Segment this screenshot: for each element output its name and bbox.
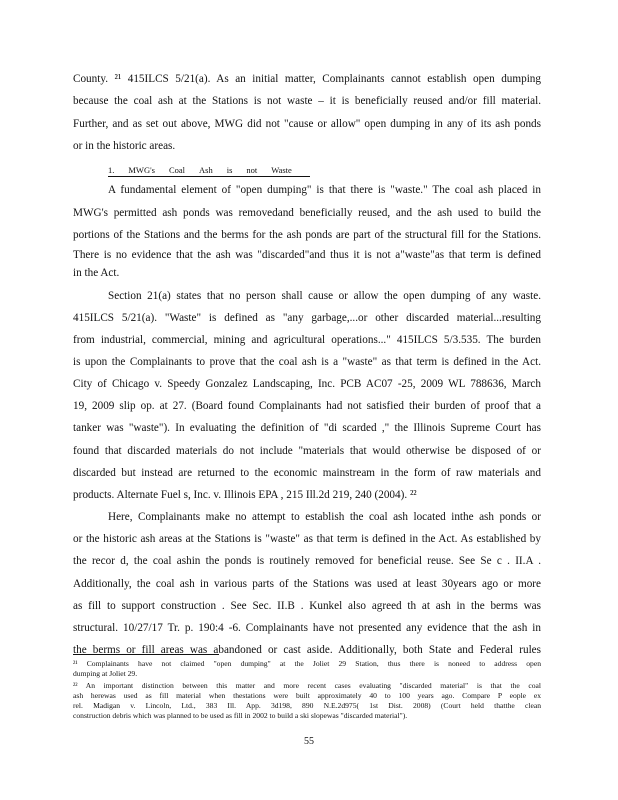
body-line: MWG's permitted ash ponds was removedand beneficially reused, and the ash used to build the: [73, 207, 541, 219]
body-line: or in the historic areas.: [73, 140, 176, 152]
body-line: City of Chicago v. Speedy Gonzalez Landscaping, Inc. PCB AC07 -25, 2009 WL 788636, March: [73, 378, 541, 390]
body-line: structural. 10/27/17 Tr. p. 190:4 -6. Complainants have not presented any evidence that the ash in: [73, 622, 541, 634]
footnote-line: dumping at Joliet 29.: [73, 669, 138, 678]
section-heading: 1. MWG's Coal Ash is not Waste: [108, 164, 310, 177]
body-line: County. ²¹ 415ILCS 5/21(a). As an initial matter, Complainants cannot establish open dumping: [73, 73, 541, 85]
body-line: or the historic ash areas at the Stations is "waste" as that term is defined in the Act. As established by: [73, 533, 541, 545]
body-line: Here, Complainants make no attempt to establish the coal ash located inthe ash ponds or: [108, 511, 541, 523]
body-line: the recor d, the coal ashin the ponds is routinely removed for beneficial reuse. See Se c . II.A .: [73, 555, 541, 567]
footnote-line: ²² An important distinction between this matter and more recent cases evaluating "discarded material" is that the coal: [73, 681, 541, 690]
body-line: in the Act.: [73, 267, 120, 279]
body-line: from industrial, commercial, mining and agricultural operations..." 415ILCS 5/3.535. The burden: [73, 334, 541, 346]
body-line: Section 21(a) states that no person shall cause or allow the open dumping of any waste.: [108, 290, 541, 302]
footnote-line: rel. Madigan v. Lincoln, Ltd., 383 Ill. App. 3d198, 890 N.E.2d975( 1st Dist. 2008) (Court held thatthe clean: [73, 701, 541, 710]
body-line: because the coal ash at the Stations is not waste – it is beneficially reused and/or fill material.: [73, 95, 541, 107]
body-line: the berms or fill areas was abandoned or cast aside. Additionally, both State and Federal rules: [73, 644, 541, 656]
body-line: found that discarded materials do not include "materials that would otherwise be disposed of or: [73, 445, 541, 457]
page-number: 55: [304, 736, 314, 747]
body-line: 415ILCS 5/21(a). "Waste" is defined as "any garbage,...or other discarded material...resulting: [73, 312, 541, 324]
footnote-line: construction debris which was planned to be used as fill in 2002 to build a ski slopewas "discarded material").: [73, 711, 408, 720]
body-line: Additionally, the coal ash in various parts of the Stations was used at least 30years ago or more: [73, 578, 541, 590]
body-line: is upon the Complainants to prove that the coal ash is a "waste" as that term is defined in the Act.: [73, 356, 541, 368]
body-line: as fill to support construction . See Sec. II.B . Kunkel also agreed th at ash in the berms was: [73, 600, 541, 612]
footnote-divider: [73, 654, 219, 655]
body-line: A fundamental element of "open dumping" is that there is "waste." The coal ash placed in: [108, 184, 541, 196]
body-line: products. Alternate Fuel s, Inc. v. Illinois EPA , 215 Ill.2d 219, 240 (2004). ²²: [73, 489, 417, 501]
body-line: discarded but instead are returned to the economic mainstream in the form of raw materials and: [73, 467, 541, 479]
body-line: 19, 2009 slip op. at 27. (Board found Complainants had not satisfied their burden of proof that a: [73, 400, 541, 412]
body-line: portions of the Stations and the berms for the ash ponds are part of the structural fill for the Stations.: [73, 229, 541, 241]
body-line: tanker was "waste"). In evaluating the definition of "di scarded ," the Illinois Supreme Court has: [73, 422, 541, 434]
body-line: Further, and as set out above, MWG did not "cause or allow" open dumping in any of its ash ponds: [73, 118, 541, 130]
footnote-line: ²¹ Complainants have not claimed "open dumping" at the Joliet 29 Station, thus there is noneed to address open: [73, 659, 541, 668]
body-line: There is no evidence that the ash was "discarded"and thus it is not a"waste"as that term is defined: [73, 249, 541, 261]
footnote-line: ash herewas used as fill material when thestations were built approximately 40 to 100 years ago. Compare P eople ex: [73, 691, 541, 700]
